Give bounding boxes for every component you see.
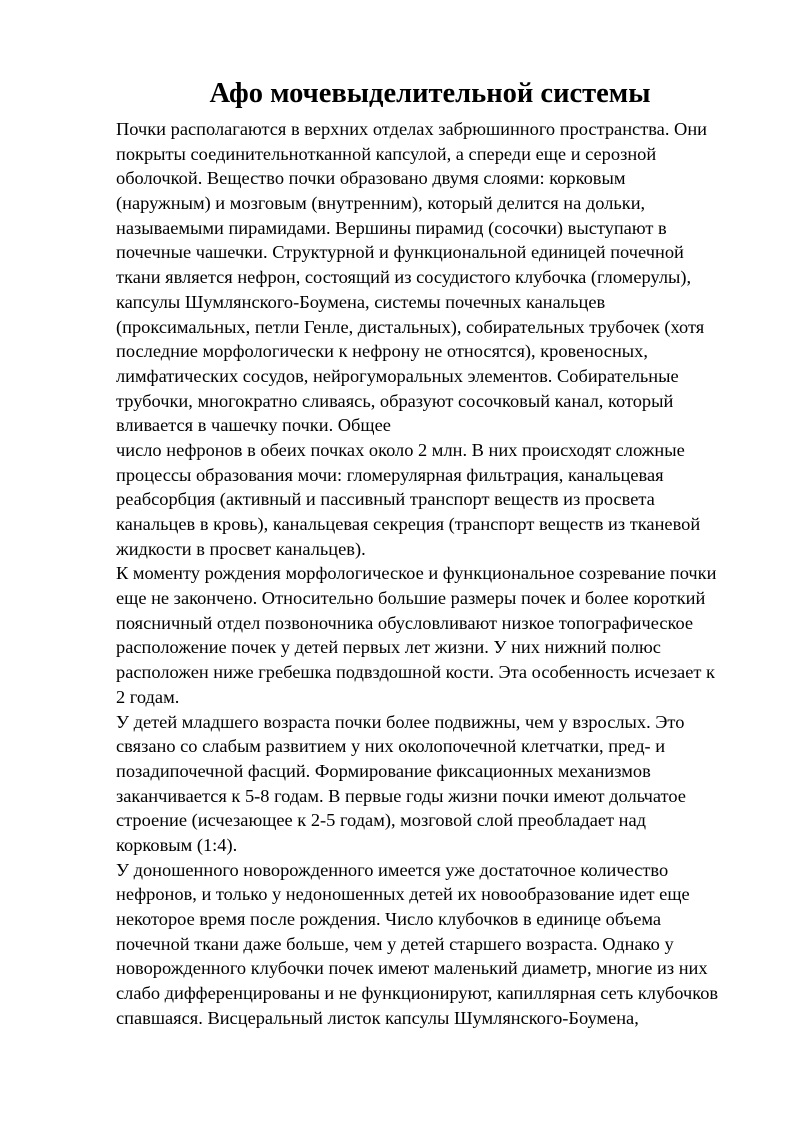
body-text-line: 2 годам. [116, 686, 180, 707]
body-text-line: еще не закончено. Относительно большие размеры почек и более короткий [116, 588, 706, 609]
body-text-line: процессы образования мочи: гломерулярная фильтрация, канальцевая [116, 464, 664, 485]
body-text-line: ткани является нефрон, состоящий из сосудистого клубочка (гломерулы), [116, 267, 692, 288]
body-text-line: У доношенного новорожденного имеется уже достаточное количество [116, 859, 669, 880]
body-text-line: покрыты соединительнотканной капсулой, а спереди еще и серозной [116, 143, 657, 164]
body-text-line: Почки располагаются в верхних отделах забрюшинного пространства. Они [116, 119, 708, 139]
body-text-line: вливается в чашечку почки. Общее [116, 415, 391, 436]
body-text-line: почечной ткани даже больше, чем у детей старшего возраста. Однако у [116, 933, 674, 954]
body-text-line: расположение почек у детей первых лет жизни. У них нижний полюс [116, 637, 661, 658]
body-text-line: (проксимальных, петли Генле, дистальных), собирательных трубочек (хотя [116, 316, 705, 337]
body-text-line: К моменту рождения морфологическое и функциональное созревание почки [116, 563, 717, 584]
body-text-line: строение (исчезающее к 2-5 годам), мозговой слой преобладает над [116, 810, 647, 831]
body-text-line: некоторое время после рождения. Число клубочков в единице объема [116, 909, 662, 929]
body-text-line: У детей младшего возраста почки более подвижны, чем у взрослых. Это [116, 711, 685, 732]
body-text-line: число нефронов в обеих почках около 2 млн. В них происходят сложные [116, 439, 685, 460]
body-text-line: поясничный отдел позвоночника обусловливают низкое топографическое [116, 612, 694, 633]
body-text-line: нефронов, и только у недоношенных детей их новообразование идет еще [116, 884, 690, 905]
body-text-line: трубочки, многократно сливаясь, образуют сосочковый канал, который [116, 390, 674, 411]
body-text-line: новорожденного клубочки почек имеют маленький диаметр, многие из них [116, 958, 708, 979]
body-text-line: жидкости в просвет канальцев). [116, 538, 366, 559]
body-text-line: капсулы Шумлянского-Боумена, системы почечных канальцев [116, 291, 606, 312]
body-text-line: позадипочечной фасций. Формирование фиксационных механизмов [116, 760, 651, 781]
body-text-line: оболочкой. Вещество почки образовано двумя слоями: корковым [116, 168, 626, 189]
document-body [116, 117, 756, 1030]
body-text-line: заканчивается к 5-8 годам. В первые годы жизни почки имеют дольчатое [116, 785, 686, 806]
body-text-line: реабсорбция (активный и пассивный транспорт веществ из просвета [116, 489, 655, 510]
body-text-line: корковым (1:4). [116, 834, 238, 855]
body-text-line: последние морфологически к нефрону не относятся), кровеносных, [116, 341, 648, 362]
body-text-line: лимфатических сосудов, нейрогуморальных элементов. Собирательные [116, 365, 679, 386]
body-text-line: спавшаяся. Висцеральный листок капсулы Шумлянского-Боумена, [116, 1007, 639, 1028]
body-text-line: (наружным) и мозговым (внутренним), который делится на дольки, [116, 193, 646, 214]
document-title: Афо мочевыделительной системы [209, 78, 651, 109]
body-text-line: слабо дифференцированы и не функционируют, капиллярная сеть клубочков [116, 983, 719, 1004]
body-text-line: расположен ниже гребешка подвздошной кости. Эта особенность исчезает к [116, 662, 715, 683]
body-text-line: называемыми пирамидами. Вершины пирамид (сосочки) выступают в [116, 217, 667, 238]
body-text-line: канальцев в кровь), канальцевая секреция (транспорт веществ из тканевой [116, 514, 701, 534]
body-text-line: почечные чашечки. Структурной и функциональной единицей почечной [116, 242, 684, 263]
body-text-line: связано со слабым развитием у них околопочечной клетчатки, пред- и [116, 736, 666, 757]
